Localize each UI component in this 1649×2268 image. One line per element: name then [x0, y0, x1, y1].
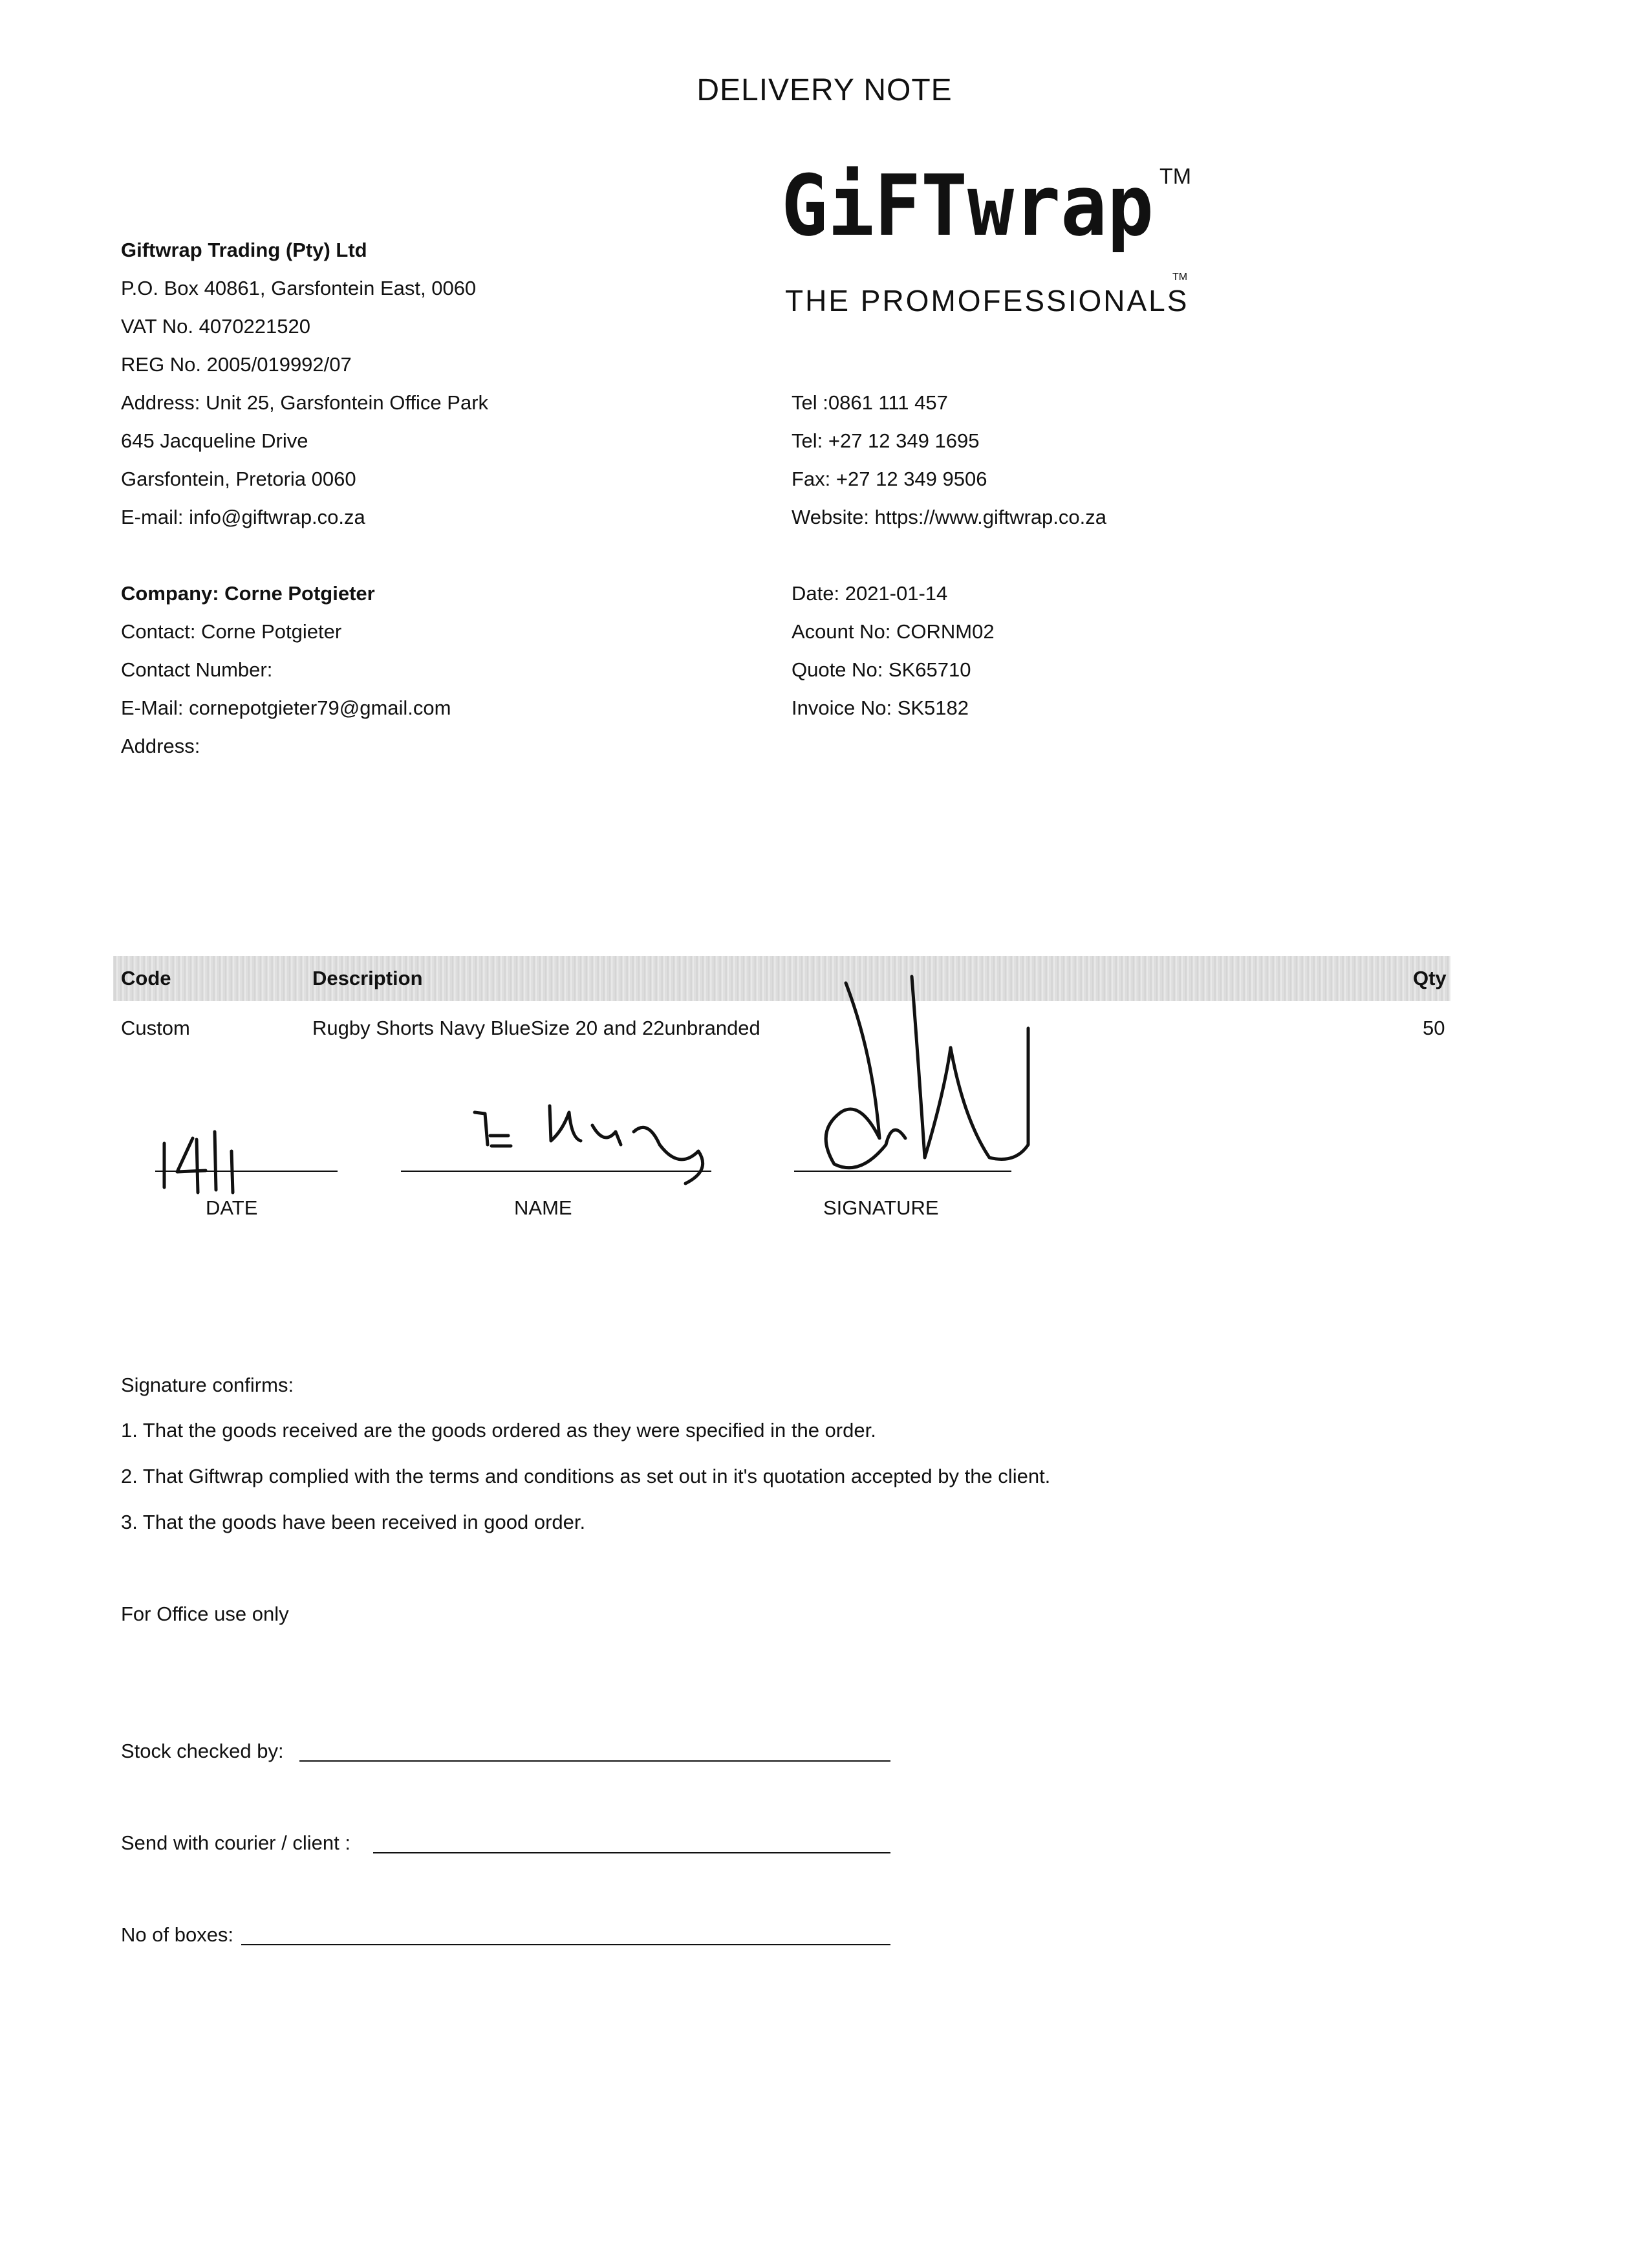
seller-tel-2: Tel: +27 12 349 1695 [792, 429, 980, 452]
doc-invoice-no: Invoice No: SK5182 [792, 697, 969, 719]
header-qty: Qty [1413, 967, 1447, 989]
customer-contact-number: Contact Number: [121, 658, 273, 681]
date-line [155, 1171, 338, 1172]
logo-trademark: TM [1159, 164, 1192, 189]
confirmation-heading: Signature confirms: [121, 1374, 294, 1396]
seller-reg: REG No. 2005/019992/07 [121, 353, 352, 376]
seller-po-box: P.O. Box 40861, Garsfontein East, 0060 [121, 277, 477, 299]
handwritten-name [466, 1074, 763, 1190]
seller-website: Website: https://www.giftwrap.co.za [792, 506, 1107, 528]
document-title: DELIVERY NOTE [696, 73, 953, 107]
send-with-line [373, 1852, 890, 1853]
seller-vat: VAT No. 4070221520 [121, 315, 311, 338]
stock-checked-line [299, 1760, 890, 1762]
items-table-header [113, 956, 1450, 1001]
signature-label: SIGNATURE [823, 1196, 939, 1219]
date-label: DATE [206, 1196, 258, 1219]
name-line [401, 1171, 711, 1172]
customer-contact: Contact: Corne Potgieter [121, 620, 342, 643]
row-qty: 50 [1423, 1017, 1445, 1039]
doc-quote-no: Quote No: SK65710 [792, 658, 971, 681]
handwritten-signature [795, 970, 1067, 1183]
doc-account-no: Acount No: CORNM02 [792, 620, 995, 643]
giftwrap-logo [781, 154, 1195, 322]
seller-fax: Fax: +27 12 349 9506 [792, 468, 987, 490]
logo-tagline: THE PROMOFESSIONALS [785, 284, 1189, 318]
office-heading: For Office use only [121, 1603, 289, 1625]
no-of-boxes-line [241, 1944, 890, 1945]
seller-tel-1: Tel :0861 111 457 [792, 391, 948, 414]
row-description: Rugby Shorts Navy BlueSize 20 and 22unbranded [312, 1017, 760, 1039]
seller-name: Giftwrap Trading (Pty) Ltd [121, 239, 367, 261]
seller-address-line2: 645 Jacqueline Drive [121, 429, 308, 452]
seller-address-line3: Garsfontein, Pretoria 0060 [121, 468, 356, 490]
no-of-boxes-label: No of boxes: [121, 1923, 234, 1946]
header-code: Code [121, 967, 171, 989]
header-description: Description [312, 967, 423, 989]
send-with-label: Send with courier / client : [121, 1831, 350, 1854]
name-label: NAME [514, 1196, 572, 1219]
logo-wordmark: GiFTwrap [781, 157, 1154, 255]
confirmation-item-2: 2. That Giftwrap complied with the terms and conditions as set out in it's quotation accepted by the client. [121, 1465, 1051, 1487]
stock-checked-label: Stock checked by: [121, 1740, 284, 1762]
seller-address-line1: Address: Unit 25, Garsfontein Office Park [121, 391, 489, 414]
confirmation-item-1: 1. That the goods received are the goods ordered as they were specified in the order. [121, 1419, 876, 1442]
customer-email: E-Mail: cornepotgieter79@gmail.com [121, 697, 451, 719]
row-code: Custom [121, 1017, 190, 1039]
doc-date: Date: 2021-01-14 [792, 582, 948, 605]
customer-company: Company: Corne Potgieter [121, 582, 375, 605]
customer-address: Address: [121, 735, 200, 757]
logo-tagline-trademark: TM [1172, 272, 1188, 283]
handwritten-date [155, 1125, 259, 1196]
signature-line [794, 1171, 1011, 1172]
confirmation-item-3: 3. That the goods have been received in good order. [121, 1511, 586, 1533]
seller-email: E-mail: info@giftwrap.co.za [121, 506, 365, 528]
